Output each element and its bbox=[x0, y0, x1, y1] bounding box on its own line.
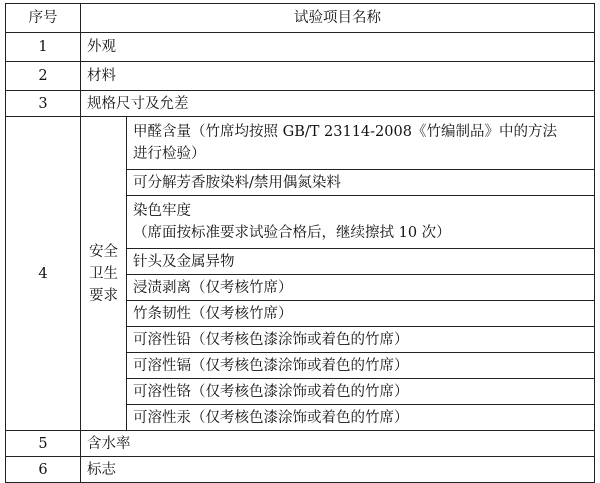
sub-item-line: 进行检验） bbox=[133, 146, 206, 162]
sub-item-strip-toughness: 竹条韧性（仅考核竹席） bbox=[127, 301, 595, 327]
row-item: 材料 bbox=[81, 62, 595, 91]
row-number: 5 bbox=[6, 431, 81, 457]
table-row bbox=[6, 457, 595, 483]
header-serial-number: 序号 bbox=[6, 4, 81, 33]
table-row bbox=[6, 62, 595, 91]
category-line: 要求 bbox=[89, 287, 118, 304]
sub-item-immersion-peel: 浸渍剥离（仅考核竹席） bbox=[127, 275, 595, 301]
row-number: 2 bbox=[6, 62, 81, 91]
row-item: 含水率 bbox=[81, 431, 595, 457]
table-row bbox=[6, 91, 595, 117]
test-items-table bbox=[5, 3, 595, 483]
header-row bbox=[6, 4, 595, 33]
category-cell bbox=[81, 117, 127, 431]
sub-item-line: （席面按标准要求试验合格后，继续擦拭 10 次） bbox=[133, 225, 451, 241]
row-number: 3 bbox=[6, 91, 81, 117]
row-item: 规格尺寸及允差 bbox=[81, 91, 595, 117]
test-items-table-wrapper bbox=[5, 3, 595, 483]
sub-item-soluble-mercury: 可溶性汞（仅考核色漆涂饰或着色的竹席） bbox=[127, 405, 595, 431]
row-number: 1 bbox=[6, 33, 81, 62]
sub-item-needles-metal: 针头及金属异物 bbox=[127, 249, 595, 275]
row-item: 外观 bbox=[81, 33, 595, 62]
sub-item-color-fastness bbox=[127, 196, 595, 249]
table-row bbox=[6, 33, 595, 62]
sub-item-line: 甲醛含量（竹席均按照 GB/T 23114-2008《竹编制品》中的方法 bbox=[133, 124, 557, 140]
sub-item-soluble-chromium: 可溶性铬（仅考核色漆涂饰或着色的竹席） bbox=[127, 379, 595, 405]
category-line: 安全 bbox=[89, 243, 118, 260]
header-test-item-name: 试验项目名称 bbox=[81, 4, 595, 33]
sub-item-line: 染色牢度 bbox=[133, 203, 191, 219]
table-row bbox=[6, 117, 595, 170]
sub-item-formaldehyde bbox=[127, 117, 595, 170]
category-line: 卫生 bbox=[89, 265, 118, 282]
table-row bbox=[6, 431, 595, 457]
sub-item-soluble-cadmium: 可溶性镉（仅考核色漆涂饰或着色的竹席） bbox=[127, 353, 595, 379]
sub-item-soluble-lead: 可溶性铅（仅考核色漆涂饰或着色的竹席） bbox=[127, 327, 595, 353]
row-number: 4 bbox=[6, 117, 81, 431]
row-item: 标志 bbox=[81, 457, 595, 483]
row-number: 6 bbox=[6, 457, 81, 483]
sub-item-azo-dyes: 可分解芳香胺染料/禁用偶氮染料 bbox=[127, 170, 595, 196]
